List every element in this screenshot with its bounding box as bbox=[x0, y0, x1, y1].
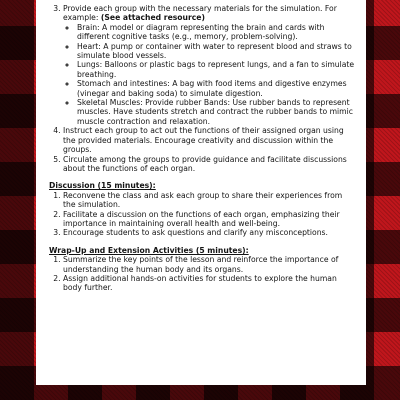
wrap-up-item-2: 2. Assign additional hands-on activities for students to explore the human body further. bbox=[63, 274, 357, 293]
discussion-item-3: 3. Encourage students to ask questions and clarify any misconceptions. bbox=[63, 228, 357, 237]
activity-step-3-text: Provide each group with the necessary materials for the simulation. For example: bbox=[63, 4, 337, 23]
discussion-item-2: 2. Facilitate a discussion on the functions of each organ, emphasizing their importance in maintaining overall health and well-being. bbox=[63, 210, 357, 229]
discussion-item-1: 1. Reconvene the class and ask each group to share their experiences from the simulation. bbox=[63, 191, 357, 210]
lesson-plan-card bbox=[36, 0, 366, 385]
wrap-up-list bbox=[49, 255, 357, 293]
material-skeletal-muscles: ◦ Skeletal Muscles: Provide rubber Bands: Use rubber bands to represent muscles. Have students stretch and contract the rubber bands to mimic muscle contraction and relaxation. bbox=[77, 98, 357, 126]
material-heart: ◦ Heart: A pump or container with water to represent blood and straws to simulate blood vessels. bbox=[77, 42, 357, 61]
activity-steps-list bbox=[49, 4, 357, 173]
activity-step-4: 4. Instruct each group to act out the functions of their assigned organ using the provided materials. Encourage creativity and discussion within the groups. bbox=[63, 126, 357, 154]
discussion-heading: Discussion (15 minutes): bbox=[49, 181, 156, 191]
wrap-up-heading: Wrap-Up and Extension Activities (5 minutes): bbox=[49, 245, 249, 255]
wrap-up-item-1: 1. Summarize the key points of the lesson and reinforce the importance of understanding the human body and its organs. bbox=[63, 255, 357, 274]
material-brain: ◦ Brain: A model or diagram representing the brain and cards with different cognitive tasks (e.g., memory, problem-solving). bbox=[77, 23, 357, 42]
attached-resource-note: (See attached resource) bbox=[100, 13, 205, 23]
material-stomach-intestines: ◦ Stomach and intestines: A bag with food items and digestive enzymes (vinegar and baking soda) to simulate digestion. bbox=[77, 79, 357, 98]
discussion-list bbox=[49, 191, 357, 238]
material-lungs: ◦ Lungs: Balloons or plastic bags to represent lungs, and a fan to simulate breathing. bbox=[77, 60, 357, 79]
activity-step-3 bbox=[63, 4, 357, 126]
materials-list bbox=[63, 23, 357, 126]
activity-step-5: 5. Circulate among the groups to provide guidance and facilitate discussions about the functions of each organ. bbox=[63, 155, 357, 174]
